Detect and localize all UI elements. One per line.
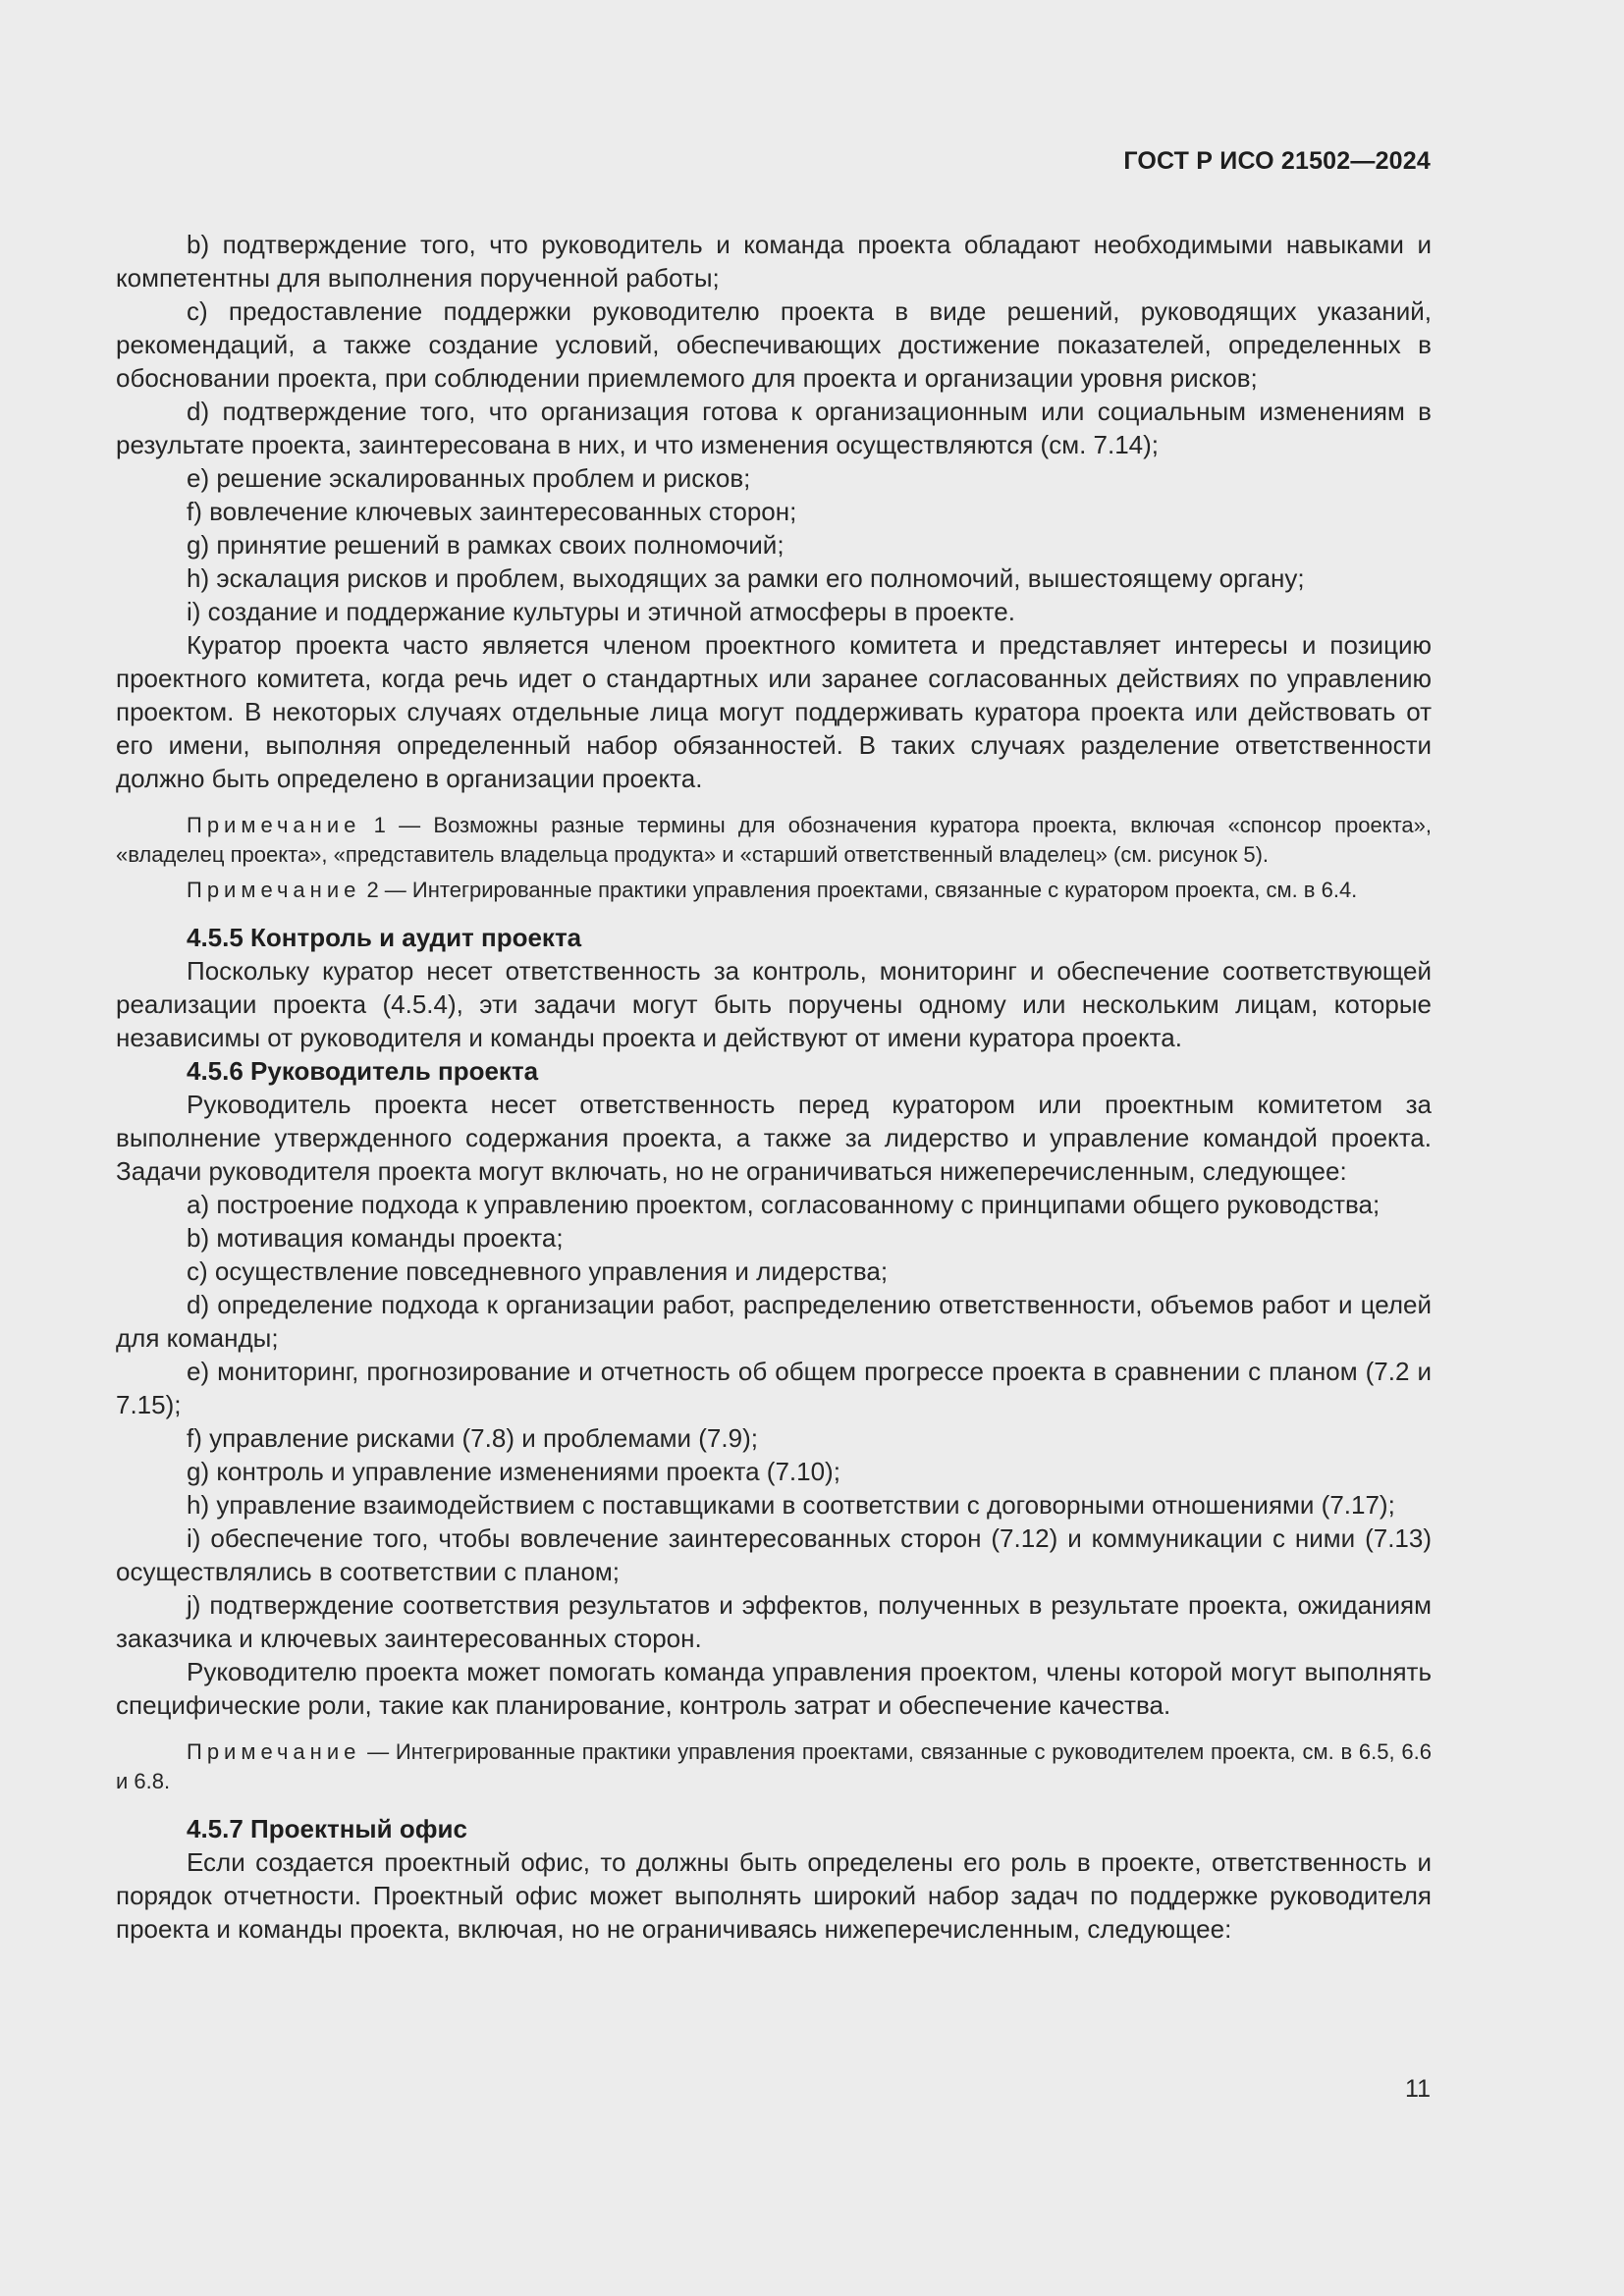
note-text: 2 — Интегрированные практики управления проектами, связанные с куратором проекта, см. в 6.4. [360,878,1358,902]
list-item-c: c) предоставление поддержки руководителю проекта в виде решений, руководящих указаний, рекомендаций, а также создание условий, обеспечивающих достижение показателей, определенных в обосновании проекта, при соблюдении приемлемого для проекта и организации уровня рисков; [116,296,1432,393]
body-paragraph: Если создается проектный офис, то должны быть определены его роль в проекте, ответственность и порядок отчетности. Проектный офис может выполнять широкий набор задач по поддержке руководителя проекта и команды проекта, включая, но не ограничиваясь нижеперечисленным, следующее: [116,1847,1432,1944]
list-item-b: b) мотивация команды проекта; [187,1223,564,1253]
list-item-e: e) мониторинг, прогнозирование и отчетность об общем прогрессе проекта в сравнении с планом (7.2 и 7.15); [116,1357,1432,1419]
list-item-g: g) контроль и управление изменениями проекта (7.10); [187,1457,840,1486]
list-item-e: e) решение эскалированных проблем и рисков; [187,463,751,493]
list-item-d: d) определение подхода к организации работ, распределению ответственности, объемов работ и целей для команды; [116,1290,1432,1353]
note-label: Примечание [187,878,361,902]
note-label: Примечание [187,1739,361,1764]
note-2 [116,876,1432,905]
list-item-d: d) подтверждение того, что организация готова к организационным или социальным изменениям в результате проекта, заинтересована в них, и что изменения осуществляются (см. 7.14); [116,397,1432,459]
list-item-h: h) эскалация рисков и проблем, выходящих за рамки его полномочий, вышестоящему органу; [187,563,1305,593]
section-heading-4-5-6: 4.5.6 Руководитель проекта [187,1056,539,1086]
note-text: — Интегрированные практики управления проектами, связанные с руководителем проекта, см. в 6.5, 6.6 и 6.8. [116,1739,1432,1793]
document-header: ГОСТ Р ИСО 21502—2024 [1123,147,1431,175]
list-item-i: i) обеспечение того, чтобы вовлечение заинтересованных сторон (7.12) и коммуникации с ними (7.13) осуществлялись в соответствии с планом; [116,1523,1432,1586]
body-paragraph: Поскольку куратор несет ответственность за контроль, мониторинг и обеспечение соответствующей реализации проекта (4.5.4), эти задачи могут быть поручены одному или нескольким лицам, которые независимы от руководителя и команды проекта и действуют от имени куратора проекта. [116,956,1432,1052]
list-item-g: g) принятие решений в рамках своих полномочий; [187,530,785,560]
list-item-a: a) построение подхода к управлению проектом, согласованному с принципами общего руководства; [187,1190,1380,1219]
list-item-j: j) подтверждение соответствия результатов и эффектов, полученных в результате проекта, ожиданиям заказчика и ключевых заинтересованных сторон. [116,1590,1432,1653]
body-paragraph: Куратор проекта часто является членом проектного комитета и представляет интересы и позицию проектного комитета, когда речь идет о стандартных или заранее согласованных действиях по управлению проектом. В некоторых случаях отдельные лица могут поддерживать куратора проекта или действовать от его имени, выполняя определенный набор обязанностей. В таких случаях разделение ответственности должно быть определено в организации проекта. [116,630,1432,793]
list-item-f: f) управление рисками (7.8) и проблемами (7.9); [187,1423,758,1453]
list-item-h: h) управление взаимодействием с поставщиками в соответствии с договорными отношениями (7.17); [187,1490,1395,1520]
page-content [116,228,1432,1946]
note-label: Примечание [187,813,361,837]
note-text: 1 — Возможны разные термины для обозначения куратора проекта, включая «спонсор проекта», «владелец проекта», «представитель владельца продукта» и «старший ответственный владелец» (см. рисунок 5). [116,813,1432,867]
note-3 [116,1737,1432,1796]
list-item-c: c) осуществление повседневного управления и лидерства; [187,1256,889,1286]
list-item-i: i) создание и поддержание культуры и этичной атмосферы в проекте. [187,597,1015,626]
body-paragraph: Руководитель проекта несет ответственность перед куратором или проектным комитетом за выполнение утвержденного содержания проекта, а также за лидерство и управление командой проекта. Задачи руководителя проекта могут включать, но не ограничиваться нижеперечисленным, следующее: [116,1090,1432,1186]
section-heading-4-5-5: 4.5.5 Контроль и аудит проекта [187,923,582,952]
page-number: 11 [1405,2075,1431,2103]
list-item-b: b) подтверждение того, что руководитель и команда проекта обладают необходимыми навыками и компетентны для выполнения порученной работы; [116,230,1432,293]
section-heading-4-5-7: 4.5.7 Проектный офис [187,1814,467,1843]
note-1 [116,811,1432,870]
list-item-f: f) вовлечение ключевых заинтересованных сторон; [187,497,797,526]
body-paragraph: Руководителю проекта может помогать команда управления проектом, члены которой могут выполнять специфические роли, такие как планирование, контроль затрат и обеспечение качества. [116,1657,1432,1720]
